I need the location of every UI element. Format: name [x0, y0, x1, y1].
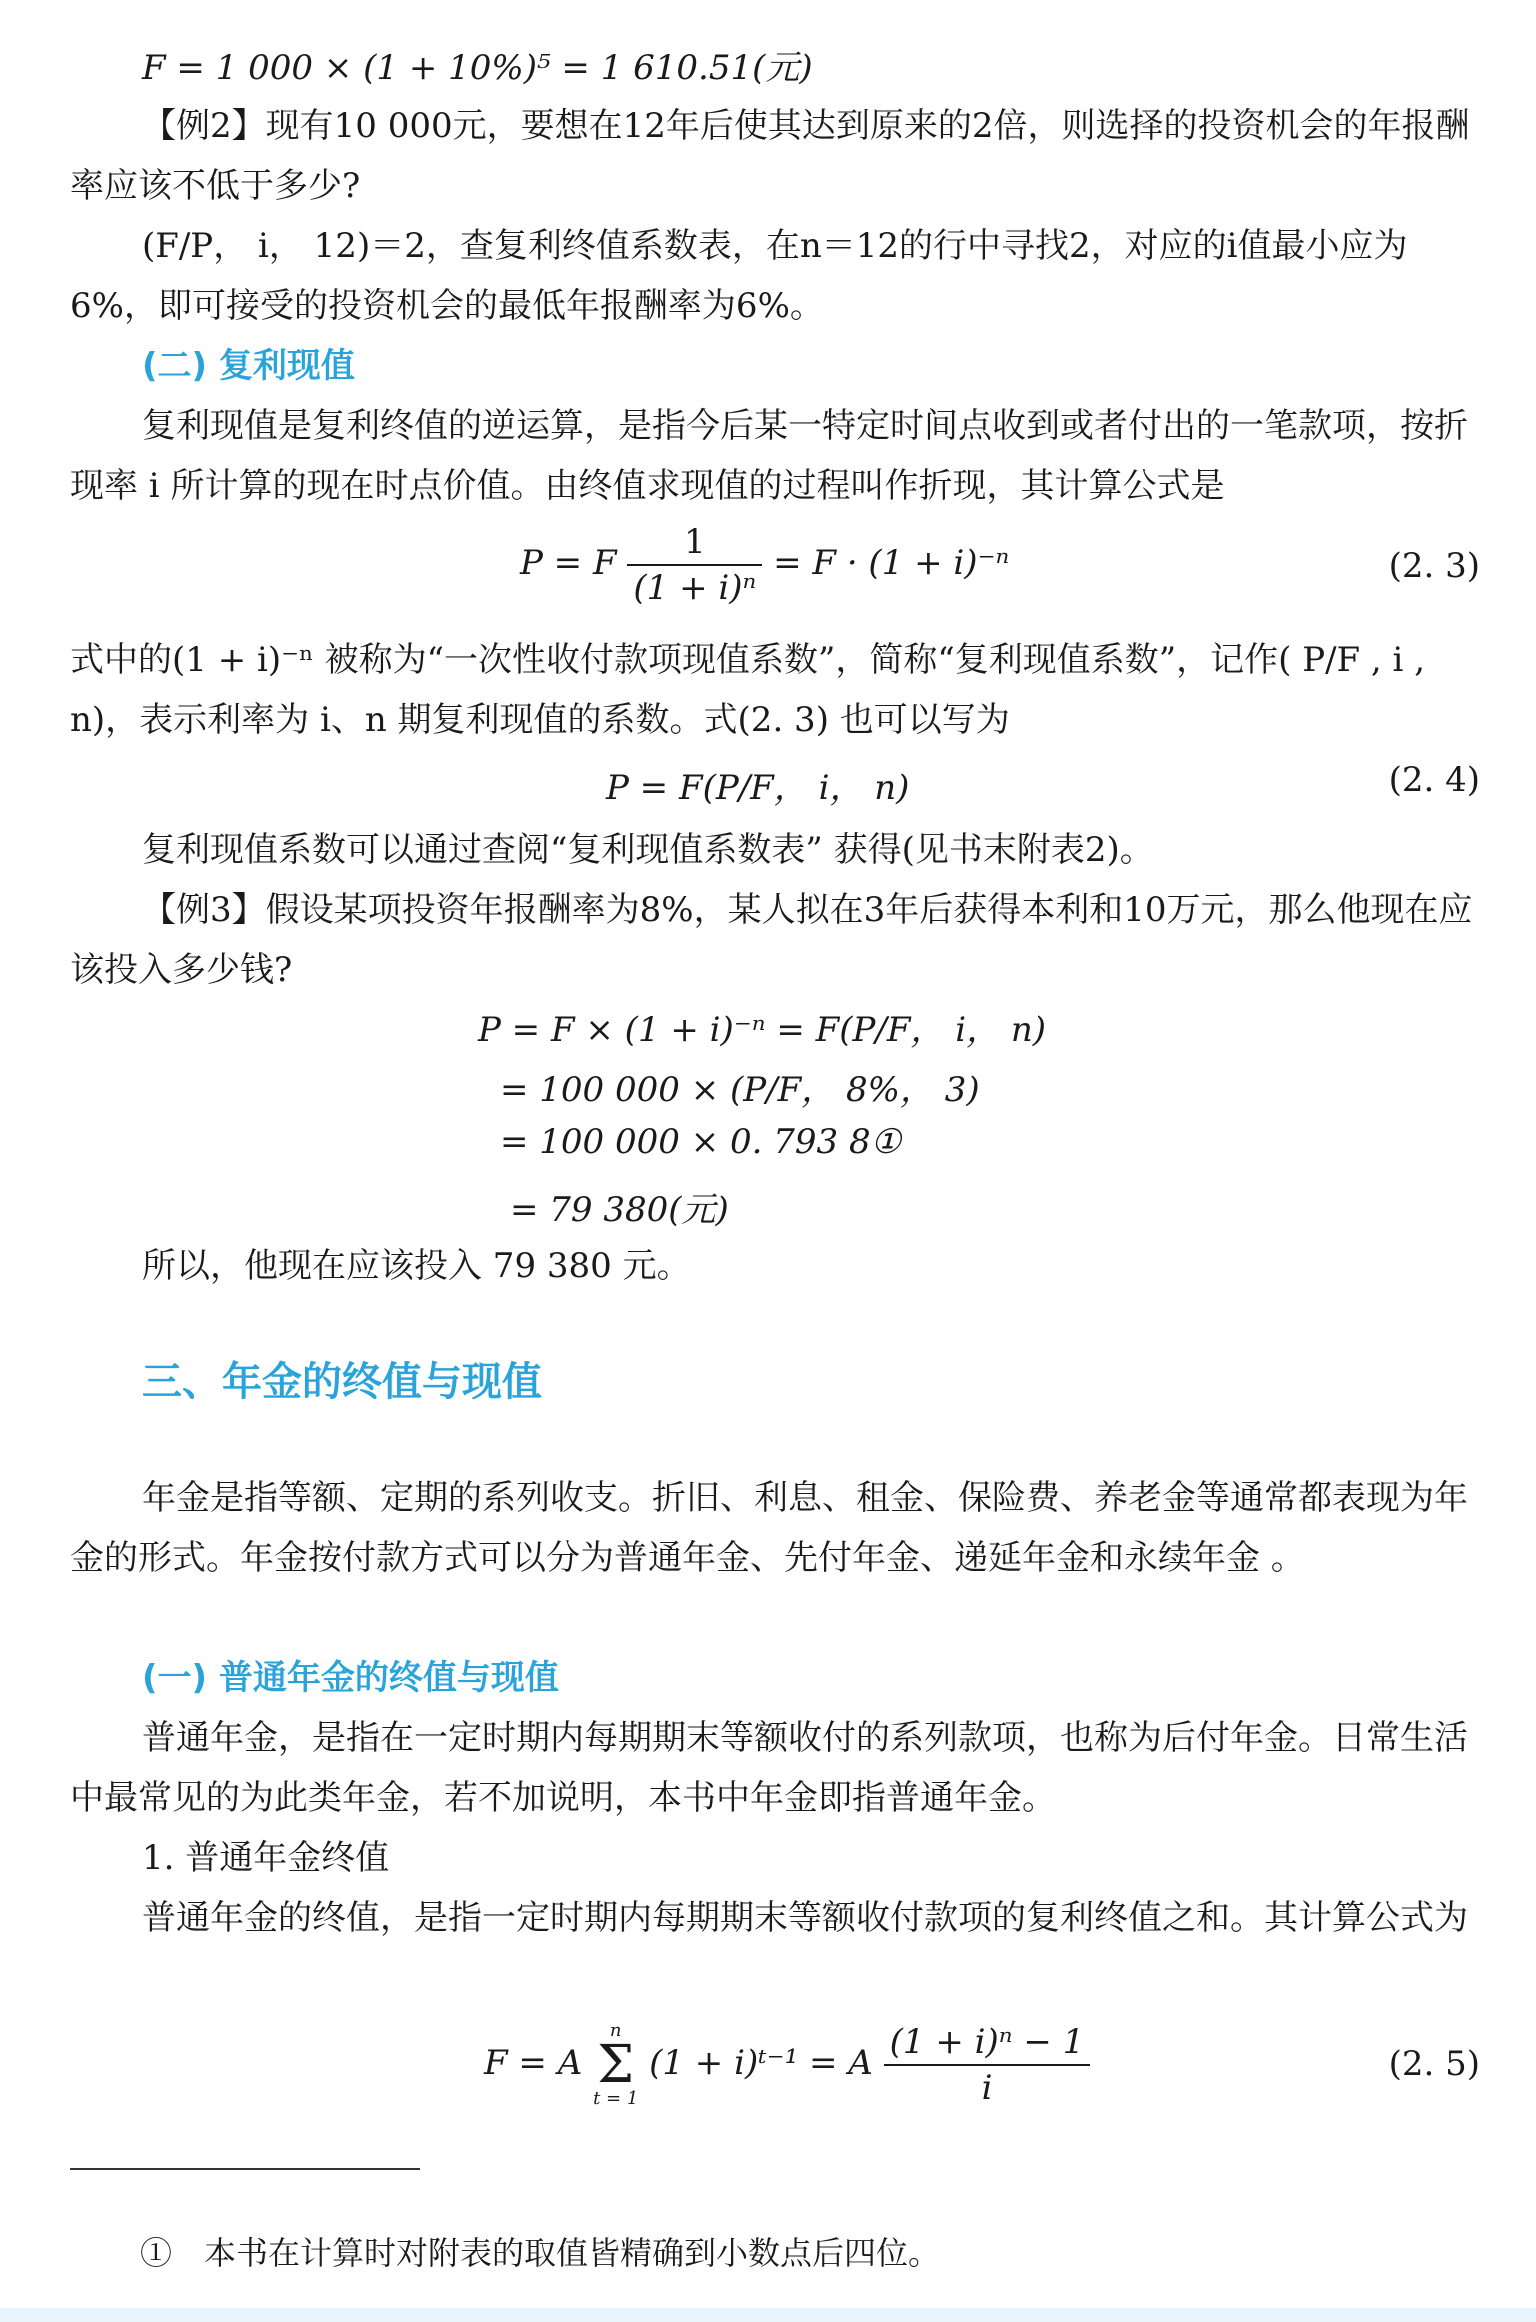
present-value-definition: 复利现值是复利终值的逆运算，是指今后某一特定时间点收到或者付出的一笔款项，按折现率 i 所计算的现在时点价值。由终值求现值的过程叫作折现，其计算公式是	[70, 406, 1468, 506]
summation-symbol: n Σ t = 1	[593, 2020, 639, 2109]
example-3-line-4: = 79 380(元)	[510, 1190, 729, 1230]
eq25-fraction: $\frac{\text{(1 + i)ⁿ − 1}}{i}$	[884, 2020, 1091, 2110]
equation-2-3-number: (2. 3)	[1388, 546, 1480, 586]
equation-2-3	[520, 520, 1009, 610]
eq25-lhs: F = A	[484, 2043, 583, 2083]
footnote-divider	[70, 2168, 420, 2170]
eq25-mid: (1 + i)ᵗ⁻¹ = A	[649, 2043, 873, 2083]
footnote: ① 本书在计算时对附表的取值皆精确到小数点后四位。	[140, 2234, 941, 2272]
annuity-definition: 年金是指等额、定期的系列收支。折旧、利息、租金、保险费、养老金等通常都表现为年金的形式。年金按付款方式可以分为普通年金、先付年金、递延年金和永续年金 。	[70, 1478, 1468, 1578]
example-3-line-2: = 100 000 × (P/F， 8%， 3)	[500, 1070, 980, 1110]
example-3-question: 【例3】假设某项投资年报酬率为8%，某人拟在3年后获得本利和10万元，那么他现在应该投入多少钱?	[70, 890, 1473, 990]
present-value-table-note: 复利现值系数可以通过查阅“复利现值系数表” 获得(见书末附表2)。	[142, 830, 1154, 870]
heading-ordinary-annuity: (一) 普通年金的终值与现值	[142, 1658, 559, 1698]
example-3-conclusion: 所以，他现在应该投入 79 380 元。	[142, 1246, 691, 1286]
equation-2-4: P = F(P/F， i， n)	[606, 768, 910, 808]
example-3-line-1: P = F × (1 + i)⁻ⁿ = F(P/F， i， n)	[478, 1010, 1047, 1050]
page-bottom-bar	[0, 2308, 1536, 2322]
eq23-lhs: P = F	[520, 543, 617, 583]
top-formula: F = 1 000 × (1 + 10%)⁵ = 1 610.51(元)	[142, 48, 813, 88]
equation-2-4-number: (2. 4)	[1388, 760, 1480, 800]
example-2-question: 【例2】现有10 000元，要想在12年后使其达到原来的2倍，则选择的投资机会的年报酬率应该不低于多少?	[70, 106, 1470, 206]
present-value-coefficient: 式中的(1 + i)⁻ⁿ 被称为“一次性收付款项现值系数”，简称“复利现值系数”，记作( P/F , i , n)，表示利率为 i、n 期复利现值的系数。式(2. 3) 也可以写为	[70, 640, 1426, 740]
ordinary-annuity-definition: 普通年金，是指在一定时期内每期期末等额收付的系列款项，也称为后付年金。日常生活中最常见的为此类年金，若不加说明，本书中年金即指普通年金。	[70, 1718, 1468, 1818]
heading-annuity: 三、年金的终值与现值	[142, 1359, 542, 1405]
subheading-ordinary-annuity-fv: 1. 普通年金终值	[142, 1838, 390, 1878]
equation-2-5	[484, 2020, 1090, 2110]
heading-compound-present-value: (二) 复利现值	[142, 346, 355, 386]
example-2-answer: (F/P， i， 12)＝2，查复利终值系数表，在n＝12的行中寻找2，对应的i值最小应为6%，即可接受的投资机会的最低年报酬率为6%。	[70, 226, 1408, 326]
future-value-definition: 普通年金的终值，是指一定时期内每期期末等额收付款项的复利终值之和。其计算公式为	[142, 1898, 1468, 1938]
equation-2-5-number: (2. 5)	[1388, 2044, 1480, 2084]
eq23-rhs: = F · (1 + i)⁻ⁿ	[773, 543, 1010, 583]
eq23-fraction: $\frac{1}{\text{(1 + i)ⁿ}}$	[627, 520, 762, 610]
example-3-line-3: = 100 000 × 0. 793 8①	[500, 1122, 902, 1162]
